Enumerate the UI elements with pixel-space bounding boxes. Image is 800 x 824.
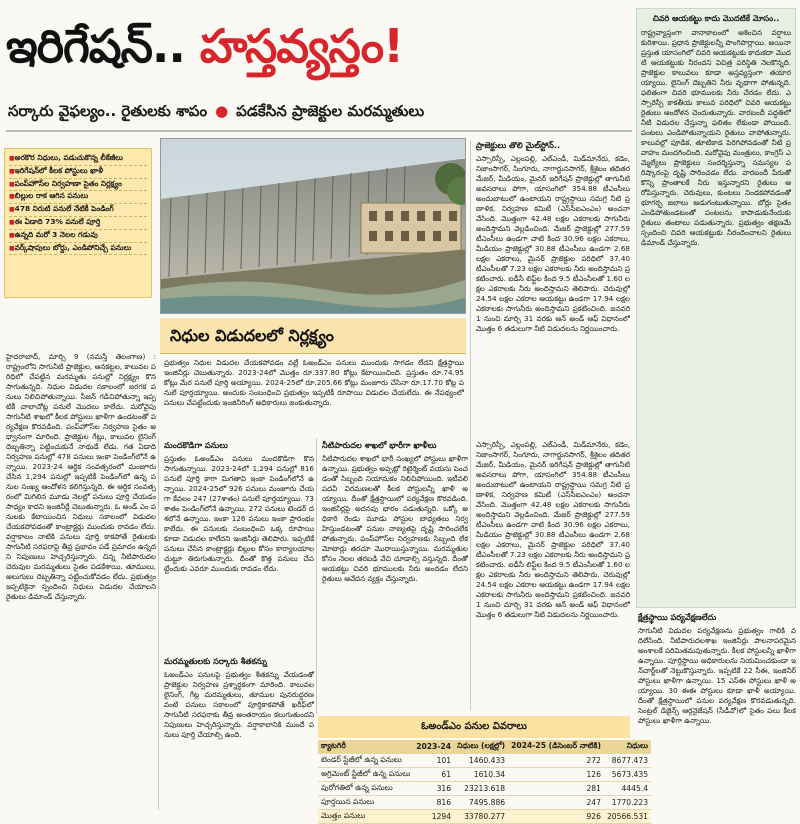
table-header: క్యాటగిరీ	[318, 740, 413, 754]
table-cell: 1294	[413, 810, 454, 824]
highlights-box	[4, 148, 152, 298]
table-cell: 126	[508, 768, 604, 782]
col2b-heading: మరమ్మతులకు సర్కారు శీతకన్ను	[164, 656, 267, 666]
table-cell: అగ్రిమెంట్‌ స్టేజీలో ఉన్న పనులు	[318, 768, 413, 782]
column-divider	[470, 140, 471, 710]
table-cell: 4445.4	[604, 782, 651, 796]
article-col2a: ప్రస్తుతం ఓఅండ్‌ఎం పనులు మందకొడిగా కొనసాగుతున్నాయి. 2023-24లో 1,294 పనుల్లో 816 పనులే పూర్తి కాగా మిగతావి ఇంకా పెండింగ్‌లోనే ఉన్నాయి. 2024-25లో 926 పనులు మంజూరు చేయగా కేవలం 247 (27శాతం) పనులే పూర్తయ్యాయి. 73 శాతం పెండింగ్‌లోనే ఉన్నాయి. 272 పనులు టెండర్‌ దశలోనే ఉన్నాయి. ఇంకా 126 పనులు ఇంకా ప్రారంభం కాలేదు. ఈ పనులకు సంబంధించి ఒక్క రూపాయి కూడా విడుదల కాలేదని ఇంజినీర్లు తెలిపారు. ఇప్పటికే పనులు చేసిన కాంట్రాక్టర్లు బిల్లుల కోసం కార్యాలయాల చుట్టూ తిరుగుతున్నారు. దీంతో కొత్త పనులు చేపట్టేందుకు ఎవరూ ముందుకు రావడం లేదు.	[164, 454, 314, 573]
table-cell: 23213.618	[454, 782, 508, 796]
table-header-row	[318, 740, 651, 754]
table-cell: మొత్తం పనులు	[318, 810, 413, 824]
article-col2b: ఓఅండ్‌ఎం పనులపై ప్రభుత్వం శీతకన్ను వేయడంతో ప్రాజెక్టుల నిర్వహణ ప్రశ్నార్థకంగా మారింది. కాలువల లైనింగ్‌, గేట్ల మరమ్మతులు, తూముల పునరుద్ధరణ వంటి పనులు సకాలంలో పూర్తికాకపోతే ఖరీఫ్‌లో సాగునీటి సరఫరాకు తీవ్ర అంతరాయం కలుగుతుందని నిపుణులు హెచ్చరిస్తున్నారు. వర్షాకాలానికి ముందే పనులు పూర్తి చేయాల్సి ఉంది.	[164, 670, 314, 739]
right-bottom-heading: క్షేత్రస్థాయి పర్యవేక్షణలేదు	[638, 612, 717, 622]
section-heading: నిధుల విడుదలలో నిర్లక్ష్యం	[160, 318, 466, 354]
highlight-item: ■ బిల్లుల రాక ఆగిన పనులు	[9, 191, 147, 204]
headline	[6, 6, 618, 96]
column-divider	[316, 438, 317, 714]
table-row	[318, 754, 651, 768]
col2a-heading: మందకొడిగా పనులు	[164, 440, 228, 450]
table-cell: 816	[413, 796, 454, 810]
table-cell: 1770.223	[604, 796, 651, 810]
table-cell: 316	[413, 782, 454, 796]
article-col3-lower: నీటిపారుదల శాఖలో భారీ సంఖ్యలో పోస్టులు ఖాళీగా ఉన్నాయి. ప్రభుత్వం అప్పట్లో రిటైర్మెంట్‌ వయసు పెంచడంతో సిబ్బంది నియామకం నిలిచిపోయింది. ఇటీవలి పదవీ విరమణలతో కీలక పోస్టులన్నీ ఖాళీ అయ్యాయి. దీంతో క్షేత్రస్థాయిలో పర్యవేక్షణ కొరవడింది. ఇంజినీర్లపై అదనపు భారం పడుతున్నది. ఒక్కో అధికారి రెండు మూడు పోస్టుల బాధ్యతలు నిర్వహిస్తుండటంతో పనుల నాణ్యతపై దృష్టి సారించలేకపోతున్నారు. పంప్‌హౌస్‌ల నిర్వహణకు సిబ్బంది లేక మోటార్లు తరచూ మొరాయిస్తున్నాయి. మరమ్మతుల కోసం నెలల తరబడి వేచి చూడాల్సి వస్తున్నది. దీంతో ఆయకట్టు చివరి భూములకు నీరు అందడం లేదని రైతులు ఆవేదన వ్యక్తం చేస్తున్నారు.	[322, 454, 468, 583]
table-cell: 247	[508, 796, 604, 810]
table-row	[318, 768, 651, 782]
table-title: ఓఅండ్‌ఎం పనుల వివరాలు	[318, 716, 630, 738]
dam-photo	[160, 138, 466, 314]
subheadline	[8, 98, 628, 124]
highlight-item: ■ ఈ ఏడాది 73% పనులే పూర్తి	[9, 217, 147, 230]
table-header: 2023-24	[413, 740, 454, 754]
highlight-item: ■ 478 నిరుటి పనులే నేటికీ పెండింగ్‌	[9, 204, 147, 217]
table-cell: 5673.435	[604, 768, 651, 782]
sidebar-title: చివరి ఆయకట్టు కాదు మొదటికే మోసం..	[652, 14, 780, 23]
table-cell: పూర్తయిన పనులు	[318, 796, 413, 810]
table-cell: 1460.433	[454, 754, 508, 768]
subheadline-left: సర్కారు వైఫల్యం.. రైతులకు శాపం	[8, 102, 208, 120]
table-row	[318, 796, 651, 810]
table-total-row	[318, 810, 651, 824]
subheadline-right: పడకేసిన ప్రాజెక్టుల మరమ్మతులు	[236, 102, 425, 120]
table-cell: పురోగతిలో ఉన్న పనులు	[318, 782, 413, 796]
article-col3: ఎస్సారెస్పీ, ఎల్లంపల్లి, ఎల్‌ఎండీ, మిడ్‌మానేరు, కడెం, నిజాంసాగర్‌, సింగూరు, నాగార్జునసాగర్‌, శ్రీశైలం తదితర మేజర్‌, మీడియం, మైనర్‌ ఇరిగేషన్‌ ప్రాజెక్టుల్లో తాగునీటి అవసరాలు పోగా, యాసంగిలో 354.88 టీఎంసీలు అందుబాటులో ఉంటాయని రాష్ట్రస్థాయి సమగ్ర నీటి ప్రణాళిక, నిర్వహణ కమిటీ (ఎస్‌సీఐఎంఎం) అంచనా వేసింది. మొత్తంగా 42.48 లక్షల ఎకరాలకు సాగునీరు అందిస్తామని వెల్లడించింది. మేజర్‌ ప్రాజెక్టుల్లో 277.59 టీఎంసీలు ఉండగా వాటి కింద 30.96 లక్షల ఎకరాలు, మీడియం ప్రాజెక్టుల్లో 30.88 టీఎంసీలు ఉండగా 2.68 లక్షల ఎకరాలు, మైనర్‌ ప్రాజెక్టుల పరిధిలో 37.40 టీఎంసీలతో 7.23 లక్షల ఎకరాలకు నీరు అందిస్తామని ప్రకటించారు. ఐడీసీ లిఫ్ట్‌ల కింద 9.5 టీఎంసీలతో 1.60 లక్షల ఎకరాలకు నీరు అందిస్తామని తెలిపారు. చెరువుల్లో 24.54 లక్షల ఎకరాల ఆయకట్టు ఉండగా 17.94 లక్షల ఎకరాలకు సాగునీరు అందిస్తామని ప్రకటించింది. జనవరి 1 నుంచి మార్చి 31 వరకు ఆన్‌ అండ్‌ ఆఫ్‌ విధానంలో మొత్తం 6 తడులుగా నీటి విడుదలను నిర్ణయించారు.	[476, 154, 630, 333]
table-cell: 61	[413, 768, 454, 782]
works-table	[318, 740, 649, 821]
table-cell: 7495.886	[454, 796, 508, 810]
headline-part1: ఇరిగేషన్‌..	[6, 19, 185, 73]
highlight-item: ■ అరకొర నిధులు, పడుచుకొన్న లీకేజీలు	[9, 153, 147, 166]
column-divider	[158, 438, 159, 810]
table-cell: 926	[508, 810, 604, 824]
article-col2-intro: ప్రభుత్వం నిధుల విడుదల చేయకపోవడం వల్లే ఓఅండ్‌ఎం పనులు ముందుకు సాగడం లేదని క్షేత్రస్థాయి ఇంజినీర్లు చెబుతున్నారు. 2023-24లో మొత్తం రూ.337.80 కోట్లు కేటాయించింది. ప్రస్తుతం రూ.74.95 కోట్లు మేర పనులే పూర్తి అయ్యాయి. 2024-25లో రూ.205.66 కోట్లు మంజూరు చేసినా రూ.17.70 కోట్ల పనులే పూర్తయ్యాయి. అందుకు సంబంధించి ప్రభుత్వం ఇప్పటికీ రూపాయి విడుదల చేయలేదు. ఈ నేపథ్యంలో పనులు చేపట్టేందుకు ఇంజినీరింగ్‌ అధికారులు జంకుతున్నారు.	[164, 358, 464, 407]
article-col1: హైదరాబాద్‌, మార్చి 9 (నమస్తే తెలంగాణ) : రాష్ట్రంలోని సాగునీటి ప్రాజెక్టుల, ఆనకట్టల, కాలువల పరిధిలో చేపట్టిన మరమ్మతు పనుల్లో నిర్లక్ష్యం కొనసాగుతున్నది. నిధుల విడుదల సకాలంలో జరగక పనులు నిలిచిపోతున్నాయి. సీజన్‌ గడిచిపోతున్నా ఇప్పటికీ చాలాచోట్ల పనులే మొదలు కాలేదు. మరోవైపు సాగునీటి శాఖలో కీలక పోస్టులు ఖాళీగా ఉండటంతో పర్యవేక్షణ కొరవడింది. పంప్‌హౌస్‌ల నిర్వహణ సైతం అధ్వానంగా మారింది. ప్రాజెక్టుల గేట్లు, కాలువల లైనింగ్‌ దెబ్బతిన్నా పట్టించుకునే నాథుడే లేడు. గత ఏడాది నిర్వహణ పనుల్లో 478 పనులు ఇంకా పెండింగ్‌లోనే ఉన్నాయి. 2023-24 ఆర్థిక సంవత్సరంలో మంజూరు చేసిన 1,294 పనుల్లో ఇప్పటికీ పెండింగ్‌లో ఉన్న పనుల సంఖ్య ఆందోళన కలిగిస్తున్నది. ఈ ఆర్థిక సంవత్సరంలో మిగిలిన మూడు నెలల్లో పనులు పూర్తి చేయడం సాధ్యం కాదని ఇంజినీర్లే చెబుతున్నారు. ఓ అండ్‌ ఎం పనులకు కేటాయించిన నిధులు సకాలంలో విడుదల చేయకపోవడంతో కాంట్రాక్టర్లు ముందుకు రావడం లేదు. వర్షాకాలం నాటికి పనులు పూర్తి కాకపోతే రైతులకు సాగునీటి సరఫరాపై తీవ్ర ప్రభావం పడే ప్రమాదం ఉన్నదని నిపుణులు హెచ్చరిస్తున్నారు. చిన్న నీటిపారుదల చెరువుల మరమ్మతులు సైతం పడకేశాయి. తూములు, అలుగులు దెబ్బతిన్నా పట్టించుకోవడం లేదు. ప్రభుత్వం ఇప్పటికైనా స్పందించి నిధులు విడుదల చేయాలని రైతులు డిమాండ్‌ చేస్తున్నారు.	[6, 352, 156, 601]
table-header: నిధులు	[604, 740, 651, 754]
table-cell: టెండర్‌ స్టేజీలో ఉన్న పనులు	[318, 754, 413, 768]
table-cell: 33780.277	[454, 810, 508, 824]
bullet-dot-icon: ●	[215, 102, 229, 120]
sidebar-body: రాష్ట్రవ్యాప్తంగా వానాకాలంలో ఆశించిన వర్షాలు కురిశాయి. ప్రధాన ప్రాజెక్టులన్నీ పొంగిపొర్లాయి. అయినా ప్రస్తుత యాసంగిలో చివరి ఆయకట్టుకు కాదుకదా మొదటి ఆయకట్టుకు నీరందని విచిత్ర పరిస్థితి నెలకొన్నది. ప్రాజెక్టుల కాలువలు కూడా అస్తవ్యస్తంగా తయారయ్యాయి. లైనింగ్‌ దెబ్బతిని నీరు వృథాగా పోతున్నది. ఫలితంగా చివరి భూములకు నీరు చేరడం లేదు. ఎస్సారెస్పీ కాకతీయ కాలువ పరిధిలో చివరి ఆయకట్టు రైతులు ఆందోళన చెందుతున్నారు. వారబందీ పద్ధతిలో నీటి విడుదల చేస్తున్నా ఫలితం లేకుండా పోయింది. పంటలు ఎండిపోతున్నాయని రైతులు వాపోతున్నారు. కాలువల్లో పూడిక, తూటికాడ పెరిగిపోవడంతో నీటి ప్రవాహం మందగించింది. మరోవైపు మంత్రులు, కాంగ్రెస్‌ ఎమ్మెల్యేలు ప్రాజెక్టులు సందర్శిస్తున్నా సమస్యల పరిష్కారంపై దృష్టి సారించడం లేదు. వారబందీ పేరుతో కొన్ని ప్రాంతాలకే నీరు ఇస్తున్నారని రైతులు ఆరోపిస్తున్నారు. చెరువులు, కుంటలు నిండకపోవడంతో భూగర్భ జలాలు అడుగంటుతున్నాయి. బోర్లు సైతం ఎండిపోతుండటంతో పంటలను కాపాడుకునేందుకు రైతులు తంటాలు పడుతున్నారు. ప్రభుత్వం తక్షణమే స్పందించి చివరి ఆయకట్టుకు నీరందించాలని రైతులు డిమాండ్‌ చేస్తున్నారు.	[641, 28, 791, 247]
col3-heading: ప్రాజెక్టులు తొలి మైల్‌స్టోన్‌..	[476, 140, 561, 150]
table-cell: 272	[508, 754, 604, 768]
table-header: 2024-25 (డిసెంబర్‌ నాటికి)	[508, 740, 604, 754]
highlight-item: ■ పంప్‌హౌస్‌ల నిర్వహణా సైతం నిర్లక్ష్యం	[9, 179, 147, 192]
table-row	[318, 782, 651, 796]
sidebar-story	[636, 8, 796, 608]
article-col3-lower-cont: ఎస్సారెస్పీ, ఎల్లంపల్లి, ఎల్‌ఎండీ, మిడ్‌మానేరు, కడెం, నిజాంసాగర్‌, సింగూరు, నాగార్జునసాగర్‌, శ్రీశైలం తదితర మేజర్‌, మీడియం, మైనర్‌ ఇరిగేషన్‌ ప్రాజెక్టుల్లో తాగునీటి అవసరాలు పోగా, యాసంగిలో 354.88 టీఎంసీలు అందుబాటులో ఉంటాయని రాష్ట్రస్థాయి సమగ్ర నీటి ప్రణాళిక, నిర్వహణ కమిటీ (ఎస్‌సీఐఎంఎం) అంచనా వేసింది. మొత్తంగా 42.48 లక్షల ఎకరాలకు సాగునీరు అందిస్తామని వెల్లడించింది. మేజర్‌ ప్రాజెక్టుల్లో 277.59 టీఎంసీలు ఉండగా వాటి కింద 30.96 లక్షల ఎకరాలు, మీడియం ప్రాజెక్టుల్లో 30.88 టీఎంసీలు ఉండగా 2.68 లక్షల ఎకరాలు, మైనర్‌ ప్రాజెక్టుల పరిధిలో 37.40 టీఎంసీలతో 7.23 లక్షల ఎకరాలకు నీరు అందిస్తామని ప్రకటించారు. ఐడీసీ లిఫ్ట్‌ల కింద 9.5 టీఎంసీలతో 1.60 లక్షల ఎకరాలకు నీరు అందిస్తామని తెలిపారు. చెరువుల్లో 24.54 లక్షల ఎకరాల ఆయకట్టు ఉండగా 17.94 లక్షల ఎకరాలకు సాగునీరు అందిస్తామని ప్రకటించింది. జనవరి 1 నుంచి మార్చి 31 వరకు ఆన్‌ అండ్‌ ఆఫ్‌ విధానంలో మొత్తం 6 తడులుగా నీటి విడుదలను నిర్ణయించారు.	[476, 440, 630, 619]
table-cell: 281	[508, 782, 604, 796]
highlight-item: ■ ఉన్నది మరో 3 నెలల గడువు	[9, 230, 147, 243]
col3-lower-heading: నీటిపారుదల శాఖలో భారీగా ఖాళీలు	[322, 440, 437, 450]
table-cell: 1610.34	[454, 768, 508, 782]
headline-part2: హస్తవ్యస్తం!	[199, 19, 404, 73]
table-cell: 20566.531	[604, 810, 651, 824]
table-cell: 8677.473	[604, 754, 651, 768]
table-header: నిధులు (లక్షల్లో)	[454, 740, 508, 754]
right-bottom-body: సాగునీటి విడుదల పర్యవేక్షణను ప్రభుత్వం గాలికి వదిలేసింది. నీటిపారుదలశాఖ ఇంజినీర్లు పాలనాపరమైన అంశాలకే పరిమితమవుతున్నారు. కీలక పోస్టులన్నీ ఖాళీగా ఉన్నాయి. పూర్తిస్థాయి అధికారులను నియమించకుండా ఇన్‌చార్జ్‌లతో నెట్టుకొస్తున్నారు. ఇప్పటికే 22 సీఈ, ఇంజినీర్‌ పోస్టులు ఖాళీగా ఉన్నాయి. 15 ఎస్‌ఈ పోస్టులు ఖాళీ అయ్యాయి. 30 ఈఈ పోస్టులు కూడా ఖాళీ అయ్యాయి. దీంతో క్షేత్రస్థాయిలో పనుల పర్యవేక్షణ కొరవడుతున్నది. సెంట్రల్‌ డిజైన్స్‌ ఆర్గనైజేషన్‌ (సీడీవో)లో సైతం పలు కీలక పోస్టులు ఖాళీగా ఉన్నాయి.	[638, 626, 796, 725]
highlight-item: ■ ఇరిగేషన్‌లో కీలక పోస్టులు ఖాళీ	[9, 166, 147, 179]
table-cell: 101	[413, 754, 454, 768]
highlight-item: ■ వర్క్‌షాపులు బోర్డు, ఎండిపోనిచ్చే పనులు	[9, 243, 147, 256]
divider	[6, 130, 632, 132]
